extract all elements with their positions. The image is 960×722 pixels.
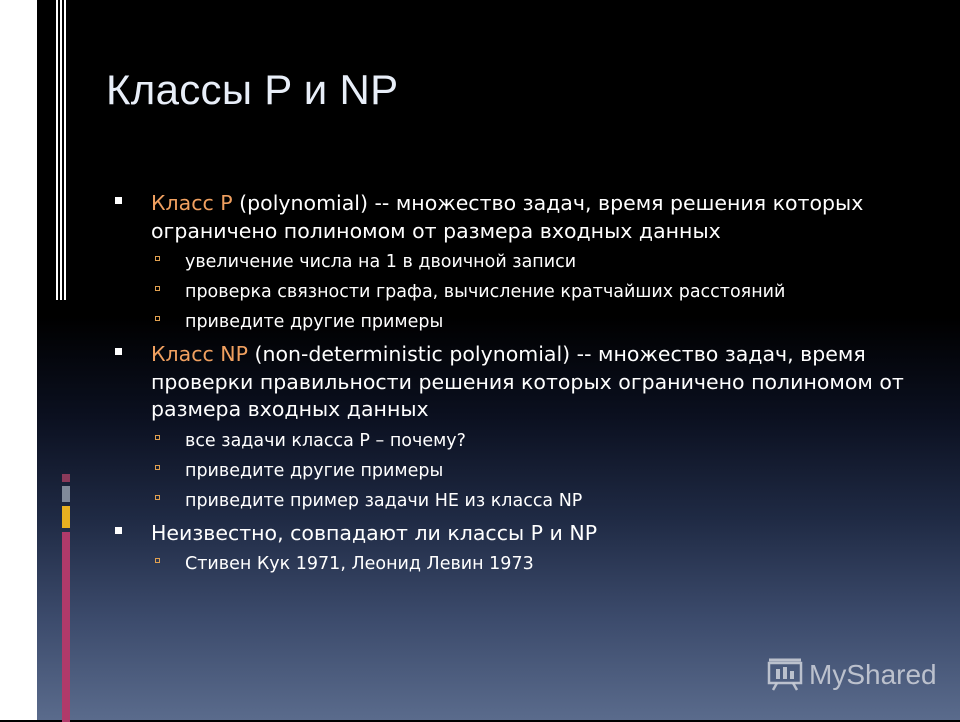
hollow-square-bullet-icon [155, 316, 160, 321]
bullet-item-class-p [115, 190, 905, 245]
sub-bullet-text: приведите пример задачи НЕ из класса NP [185, 490, 583, 511]
sub-bullet-item [115, 311, 905, 333]
sub-bullet-item [115, 251, 905, 273]
sub-bullet-text: все задачи класса P – почему? [185, 430, 466, 451]
bullet-text: Неизвестно, совпадают ли классы P и NP [151, 520, 598, 545]
hollow-square-bullet-icon [155, 286, 160, 291]
hollow-square-bullet-icon [155, 256, 160, 261]
sub-bullet-text: приведите другие примеры [185, 312, 444, 332]
sub-bullet-text: проверка связности графа, вычисление кратчайших расстояний [185, 282, 786, 302]
sub-bullet-text: увеличение числа на 1 в двоичной записи [185, 252, 577, 272]
square-bullet-icon [115, 348, 122, 355]
myshared-watermark [767, 655, 947, 695]
square-bullet-icon [115, 197, 122, 204]
bullet-item-unknown [115, 520, 905, 548]
decorative-lines [56, 0, 68, 300]
sub-bullet-item [115, 553, 905, 575]
bullet-item-class-np [115, 341, 905, 424]
slide-title: Классы P и NP [106, 66, 399, 113]
bullet-text: (non-deterministic polynomial) -- множество задач, время проверки правильности решения которых ограничено полиномом от размера входных данных [151, 342, 904, 421]
term-highlight: Класс NP [151, 342, 248, 366]
square-bullet-icon [115, 527, 122, 534]
left-margin-strip [0, 0, 37, 720]
bullet-list [115, 190, 905, 583]
sub-bullet-item [115, 490, 905, 512]
watermark-text: MyShared [809, 659, 937, 690]
sub-bullet-text: приведите другие примеры [185, 460, 444, 481]
sub-bullet-item [115, 281, 905, 303]
sub-bullet-item [115, 430, 905, 452]
bullet-text: (polynomial) -- множество задач, время решения которых ограничено полиномом от размера входных данных [151, 191, 864, 243]
sub-bullet-item [115, 460, 905, 482]
term-highlight: Класс P [151, 191, 233, 215]
hollow-square-bullet-icon [155, 435, 160, 440]
hollow-square-bullet-icon [155, 558, 160, 563]
projector-screen-icon [767, 657, 803, 691]
sub-bullet-text: Стивен Кук 1971, Леонид Левин 1973 [185, 554, 534, 574]
hollow-square-bullet-icon [155, 495, 160, 500]
hollow-square-bullet-icon [155, 465, 160, 470]
